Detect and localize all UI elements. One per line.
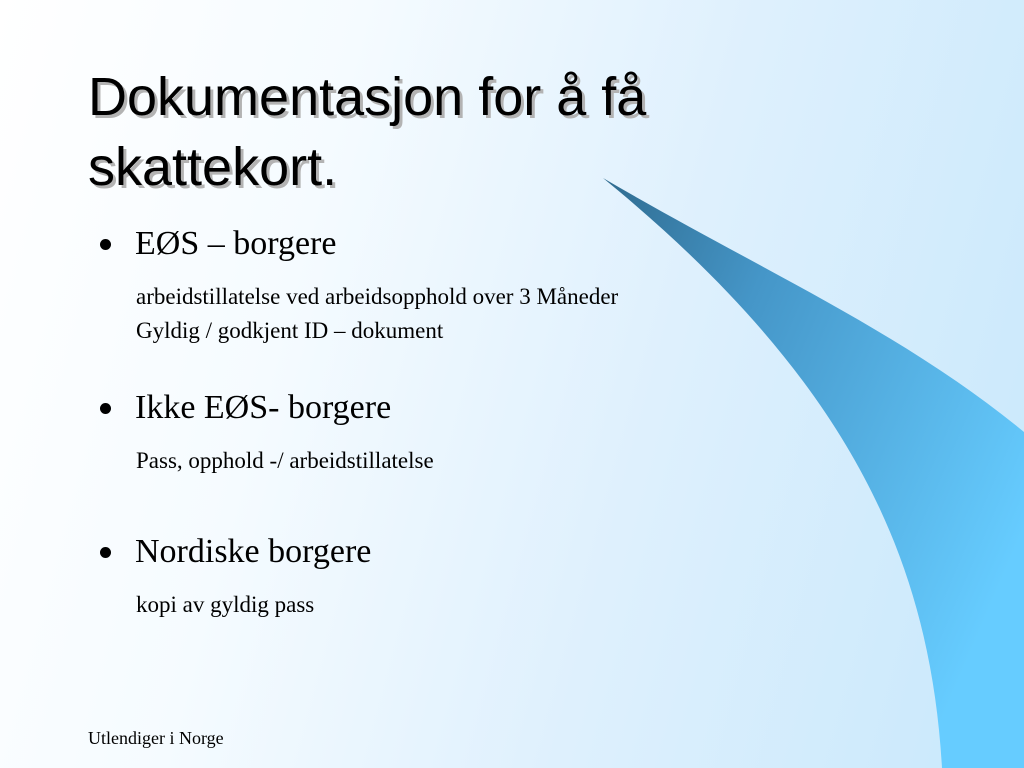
bullet-detail: Pass, opphold -/ arbeidstillatelse [136, 448, 434, 473]
bullet-dot-icon [100, 547, 111, 558]
slide-title [88, 62, 848, 202]
bullet-item [100, 532, 371, 572]
bullet-group-ikke-eos [100, 388, 434, 478]
bullet-group-nordiske [100, 532, 371, 622]
bullet-detail: arbeidstillatelse ved arbeidsopphold over 3 Måneder [136, 284, 619, 309]
bullet-heading: Nordiske borgere [135, 533, 372, 570]
bullet-detail: Gyldig / godkjent ID – dokument [136, 318, 444, 343]
bullet-heading: EØS – borgere [135, 225, 337, 262]
bullet-detail: kopi av gyldig pass [136, 592, 315, 617]
swoosh-shape [603, 178, 1024, 768]
bullet-group-eos [100, 224, 618, 348]
title-line-1: Dokumentasjon for å få [88, 67, 647, 127]
bullet-dot-icon [100, 239, 111, 250]
bullet-item [100, 224, 618, 264]
bullet-dot-icon [100, 403, 111, 414]
bullet-item [100, 388, 434, 428]
slide-footer: Utlendiger i Norge [88, 728, 224, 748]
bullet-heading: Ikke EØS- borgere [135, 389, 392, 426]
title-line-2: skattekort. [88, 137, 338, 197]
